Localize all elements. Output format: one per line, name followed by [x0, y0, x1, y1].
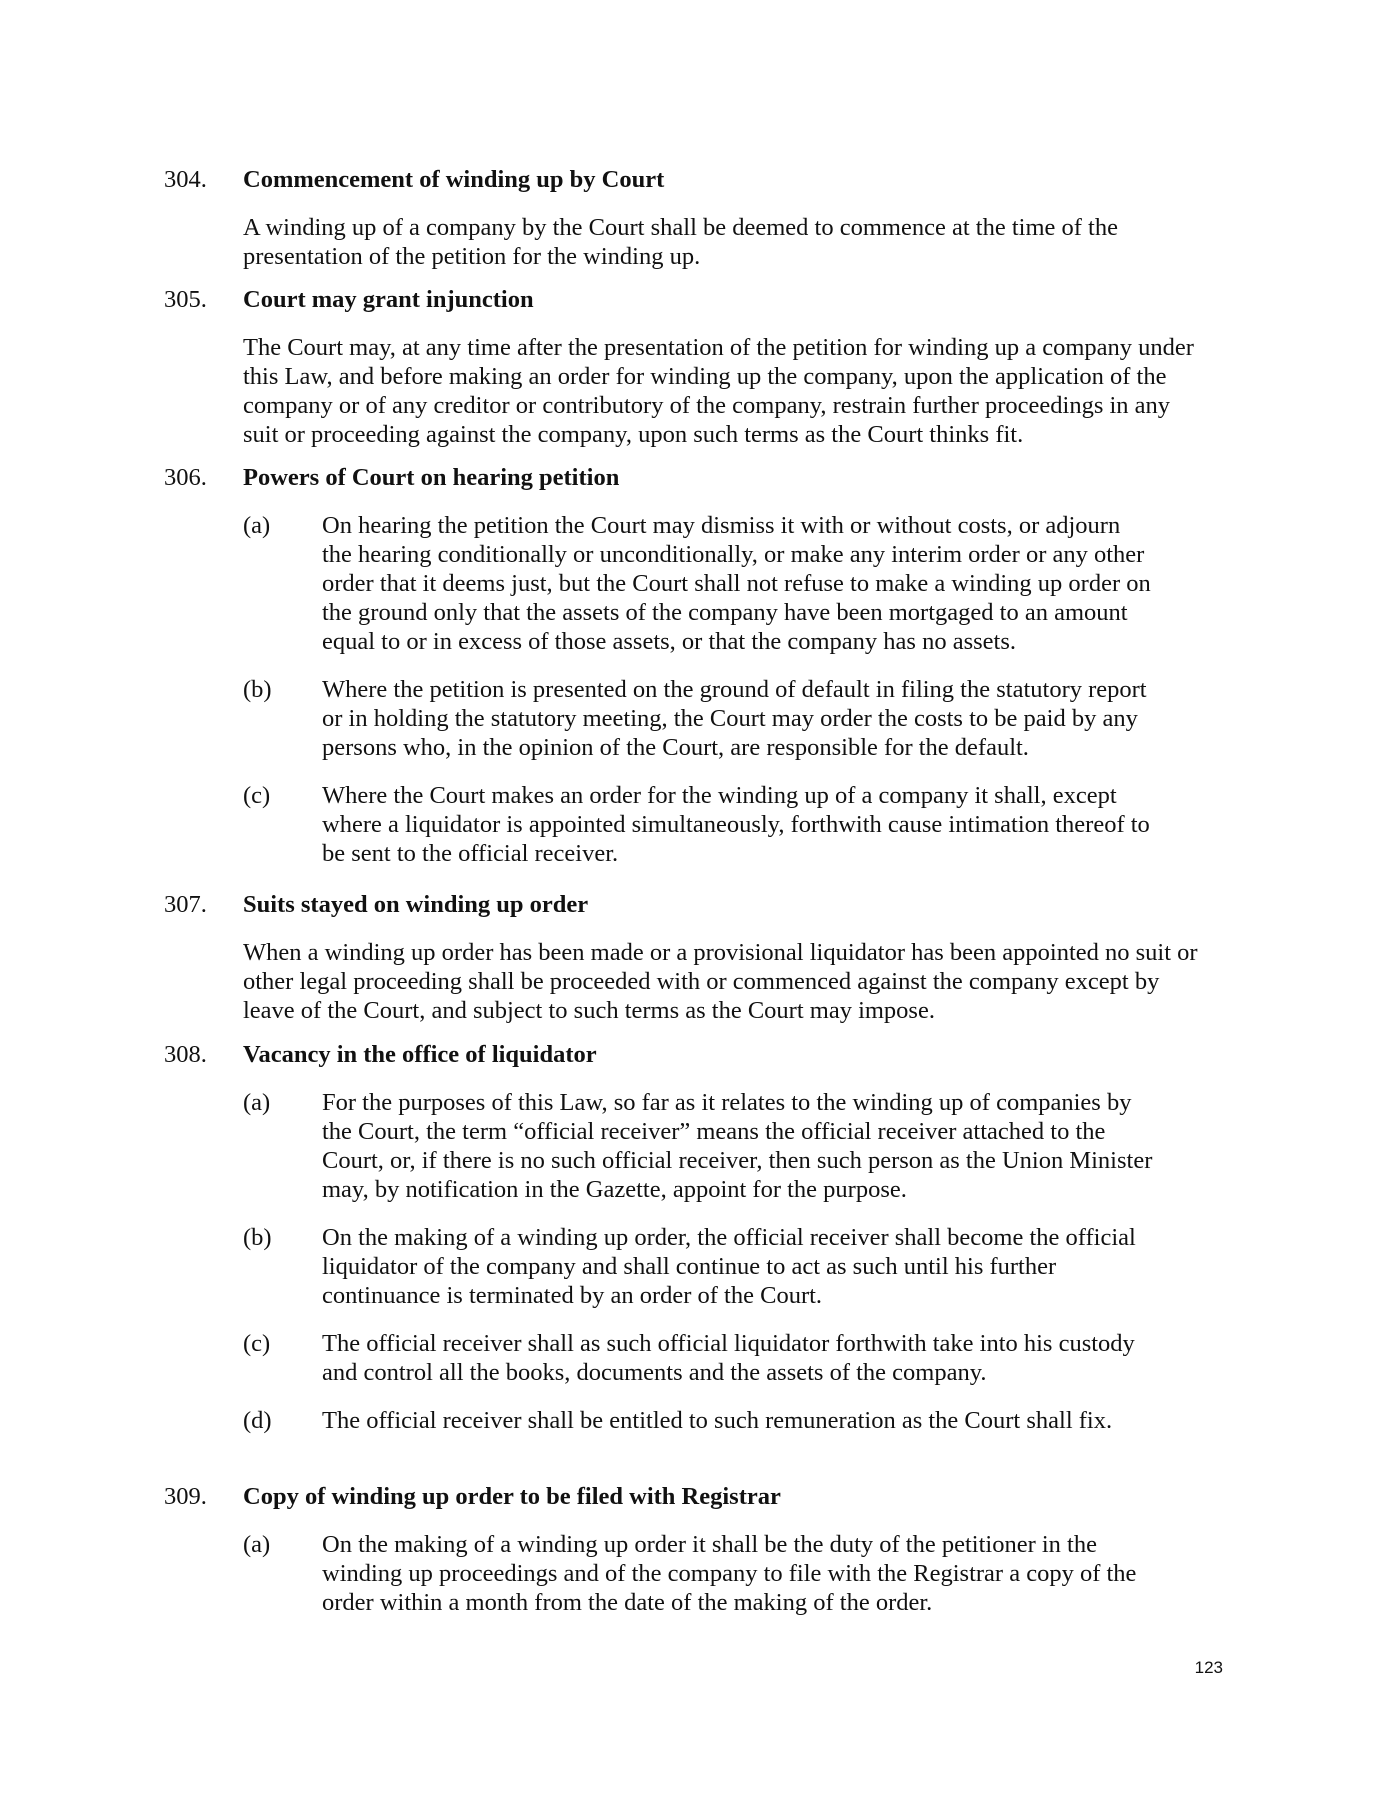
section-body: A winding up of a company by the Court shall be deemed to commence at the time of the presentation of the petition for the winding up. [243, 214, 1118, 270]
section-title: Suits stayed on winding up order [243, 891, 589, 918]
item-label: (d) [243, 1407, 272, 1434]
section-heading [164, 890, 1234, 919]
section-number: 305. [164, 286, 207, 313]
list-item [243, 675, 1154, 762]
item-text: The official receiver shall as such official liquidator forthwith take into his custody and control all the books, documents and the assets of the company. [322, 1330, 1135, 1386]
section-body: When a winding up order has been made or a provisional liquidator has been appointed no suit or other legal proceeding shall be proceeded with or commenced against the company except by leave of the Court, and subject to such terms as the Court may impose. [243, 939, 1198, 1024]
list-item [243, 511, 1154, 656]
item-text: Where the petition is presented on the ground of default in filing the statutory report or in holding the statutory meeting, the Court may order the costs to be paid by any persons who, in the opinion of the Court, are responsible for the default. [322, 676, 1147, 761]
section-body: The Court may, at any time after the presentation of the petition for winding up a company under this Law, and before making an order for winding up the company, upon the application of the company or of any creditor or contributory of the company, restrain further proceedings in any suit or proceeding against the company, upon such terms as the Court thinks fit. [243, 334, 1194, 448]
section-title: Vacancy in the office of liquidator [243, 1041, 597, 1068]
list-item [243, 1223, 1154, 1310]
item-label: (a) [243, 1531, 271, 1558]
section-number: 307. [164, 891, 207, 918]
item-label: (a) [243, 1089, 271, 1116]
item-label: (c) [243, 1330, 271, 1357]
section-305 [164, 285, 1234, 449]
list-item [243, 1406, 1154, 1435]
section-307 [164, 890, 1234, 1025]
section-heading [164, 463, 1234, 492]
section-number: 308. [164, 1041, 207, 1068]
item-text: On the making of a winding up order it shall be the duty of the petitioner in the winding up proceedings and of the company to file with the Registrar a copy of the order within a month from the date of the making of the order. [322, 1531, 1137, 1616]
item-text: Where the Court makes an order for the winding up of a company it shall, except where a liquidator is appointed simultaneously, forthwith cause intimation thereof to be sent to the official receiver. [322, 782, 1150, 867]
item-label: (c) [243, 782, 271, 809]
list-item [243, 1329, 1154, 1387]
list-item [243, 781, 1154, 868]
section-number: 309. [164, 1483, 207, 1510]
section-heading [164, 1482, 1234, 1511]
section-306 [164, 463, 1234, 868]
section-308 [164, 1040, 1234, 1435]
section-title: Court may grant injunction [243, 286, 534, 313]
section-heading [164, 1040, 1234, 1069]
section-title: Copy of winding up order to be filed with Registrar [243, 1483, 781, 1510]
section-309 [164, 1482, 1234, 1617]
section-heading [164, 285, 1234, 314]
section-number: 306. [164, 464, 207, 491]
section-304 [164, 165, 1234, 271]
item-text: On the making of a winding up order, the official receiver shall become the official liquidator of the company and shall continue to act as such until his further continuance is terminated by an order of the Court. [322, 1224, 1136, 1309]
item-label: (b) [243, 676, 272, 703]
item-text: On hearing the petition the Court may dismiss it with or without costs, or adjourn the hearing conditionally or unconditionally, or make any interim order or any other order that it deems just, but the Court shall not refuse to make a winding up order on the ground only that the assets of the company have been mortgaged to an amount equal to or in excess of those assets, or that the company has no assets. [322, 512, 1151, 655]
section-title: Powers of Court on hearing petition [243, 464, 620, 491]
section-number: 304. [164, 166, 207, 193]
item-label: (b) [243, 1224, 272, 1251]
list-item [243, 1530, 1154, 1617]
item-label: (a) [243, 512, 271, 539]
item-text: For the purposes of this Law, so far as it relates to the winding up of companies by the Court, the term “official receiver” means the official receiver attached to the Court, or, if there is no such official receiver, then such person as the Union Minister may, by notification in the Gazette, appoint for the purpose. [322, 1089, 1153, 1203]
page-number: 123 [1194, 1658, 1223, 1677]
section-heading [164, 165, 1234, 194]
list-item [243, 1088, 1154, 1204]
section-title: Commencement of winding up by Court [243, 166, 665, 193]
item-text: The official receiver shall be entitled to such remuneration as the Court shall fix. [322, 1407, 1113, 1434]
